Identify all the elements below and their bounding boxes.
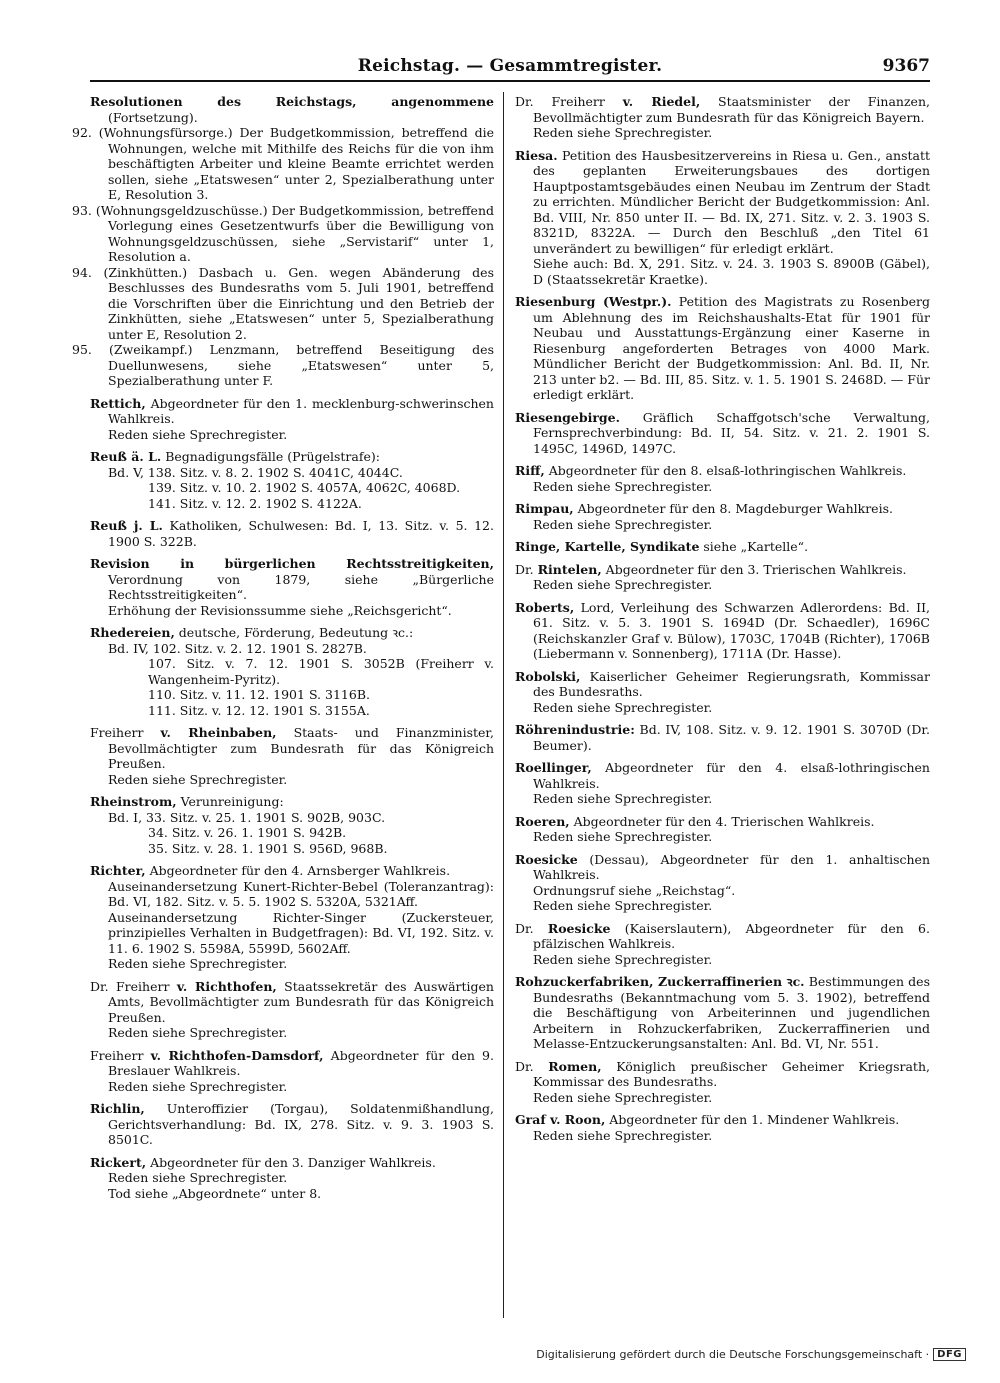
resolution-item bbox=[72, 125, 494, 203]
entry-prefix: Freiherr bbox=[90, 1047, 144, 1063]
column-divider bbox=[503, 92, 504, 1318]
entry-keyword: Riesa. bbox=[515, 147, 558, 163]
entry-prefix: Dr. bbox=[515, 561, 534, 577]
entry-line: Bd. IV, 102. Sitz. v. 2. 12. 1901 S. 2827B. bbox=[108, 640, 367, 656]
entry-line: Reden siehe Sprechregister. bbox=[533, 829, 713, 844]
header-rule bbox=[90, 80, 930, 82]
index-entry bbox=[515, 1112, 930, 1143]
entry-line: 107. Sitz. v. 7. 12. 1901 S. 3052B (Freiherr v. Wangenheim-Pyritz). bbox=[148, 656, 494, 687]
entry-heading-line bbox=[515, 974, 930, 1052]
entry-text: Unteroffizier (Torgau), Soldatenmißhandlung, Gerichtsverhandlung: Bd. IX, 278. Sitz. v. 9. 3. 1903 S. 8501C. bbox=[108, 1101, 494, 1147]
entry-line: 111. Sitz. v. 12. 12. 1901 S. 3155A. bbox=[148, 702, 370, 718]
entry-line: Reden siehe Sprechregister. bbox=[533, 125, 713, 140]
index-entry bbox=[515, 669, 930, 716]
index-entry bbox=[90, 794, 494, 856]
index-entry bbox=[515, 600, 930, 662]
entry-line: Auseinandersetzung Kunert-Richter-Bebel (Toleranzantrag): Bd. VI, 182. Sitz. v. 5. 5. 1902 S. 5320A, 5321Aff. bbox=[108, 878, 494, 909]
item-number: 95. bbox=[72, 342, 92, 357]
entry-keyword: Richter, bbox=[90, 863, 146, 878]
index-entry bbox=[90, 1101, 494, 1148]
entry-heading-line bbox=[90, 518, 494, 549]
entry-heading-line bbox=[515, 148, 930, 257]
entry-keyword: Roesicke bbox=[515, 851, 578, 867]
entry-text: Lord, Verleihung des Schwarzen Adlerordens: Bd. II, 61. Sitz. v. 5. 3. 1901 S. 1694D (Dr. Schaedler), 1696C (Reichskanzler Graf v. Bülow), 1703C, 1704B (Richter), 1706B (Liebermann v. Sonnenberg), 1711A (Dr. Hasse). bbox=[533, 599, 930, 661]
item-text: (Zweikampf.) Lenzmann, betreffend Beseitigung des Duellunwesens, siehe „Etatswesen“ unter 5, Spezialberathung unter F. bbox=[108, 342, 494, 388]
running-title: Reichstag. — Gesammtregister. bbox=[357, 56, 663, 76]
entry-keyword: Riesengebirge. bbox=[515, 409, 620, 425]
entry-keyword: v. Richthofen-Damsdorf, bbox=[150, 1047, 324, 1063]
entry-heading-line bbox=[90, 725, 494, 772]
entry-text: Königlich preußischer Geheimer Kriegsrath, Kommissar des Bundesraths. bbox=[533, 1058, 930, 1089]
entry-text: Abgeordneter für den 8. elsaß-lothringischen Wahlkreis. bbox=[548, 463, 907, 478]
entry-text: Abgeordneter für den 8. Magdeburger Wahlkreis. bbox=[577, 501, 893, 516]
entry-text: Petition des Magistrats zu Rosenberg um Ablehnung des im Reichshaushalts-Etat für 1901 für Neubau und Ausstattungs-Ergänzung einer Kaserne in Riesenburg angeforderten Betrages von 4000 Mark. Mündlicher Bericht der Budgetkommission: Anl. Bd. II, Nr. 213 unter b2. — Bd. III, 85. Sitz. v. 1. 5. 1901 S. 2468D. — Für erledigt erklärt. bbox=[533, 294, 930, 402]
item-text: (Wohnungsfürsorge.) Der Budgetkommission, betreffend die Wohnungen, welche mit Mithilfe des Reichs für die von ihm beschäftigten Arbeiter und kleine Beamte errichtet werden sollen, siehe „Etatswesen“ unter 2, Spezialberathung unter E, Resolution 3. bbox=[98, 125, 494, 202]
index-entry bbox=[515, 974, 930, 1052]
item-number: 92. bbox=[72, 125, 92, 140]
entry-text: Abgeordneter für den 3. Trierischen Wahlkreis. bbox=[605, 561, 907, 577]
entry-prefix: Dr. bbox=[515, 920, 534, 936]
index-entry bbox=[515, 852, 930, 914]
entry-heading-line bbox=[90, 396, 494, 427]
entry-line: Tod siehe „Abgeordnete“ unter 8. bbox=[108, 1185, 322, 1201]
resolution-item bbox=[72, 202, 494, 265]
footer-text: Digitalisierung gefördert durch die Deutsche Forschungsgemeinschaft · bbox=[536, 1348, 930, 1361]
entry-line: Reden siehe Sprechregister. bbox=[108, 771, 288, 787]
entry-line: Reden siehe Sprechregister. bbox=[108, 1025, 288, 1040]
entry-heading-line bbox=[515, 600, 930, 662]
index-entry bbox=[515, 463, 930, 494]
entry-keyword: Reuß j. L. bbox=[90, 518, 163, 533]
entry-keyword: v. Richthofen, bbox=[176, 978, 277, 994]
entry-heading-line bbox=[90, 1155, 494, 1171]
left-column bbox=[72, 94, 495, 1208]
entry-heading-line bbox=[515, 501, 930, 517]
entry-text: Abgeordneter für den 1. mecklenburg-schwerinschen Wahlkreis. bbox=[108, 395, 494, 426]
item-text: (Wohnungsgeldzuschüsse.) Der Budgetkommission, betreffend Vorlegung eines Gesetzentwurfs über die Bewilligung von Wohnungsgeldzuschüssen, siehe „Servistarif“ unter 1, Resolution a. bbox=[95, 202, 494, 264]
entry-keyword: v. Riedel, bbox=[622, 94, 701, 109]
index-entry bbox=[515, 539, 930, 555]
entry-line: Reden siehe Sprechregister. bbox=[533, 1089, 713, 1105]
index-entry bbox=[515, 94, 930, 141]
entry-text: Bestimmungen des Bundesraths (Bekanntmachung vom 5. 3. 1902), betreffend die Beschäftigung von Arbeiterinnen und jugendlichen Arbeitern in Rohzuckerfabriken, Zuckerraffinerien und Melasse-Entzuckerungsanstalten: Anl. Bd. VI, Nr. 551. bbox=[533, 974, 930, 1051]
entry-keyword: Riesenburg (Westpr.). bbox=[515, 294, 672, 309]
entry-keyword: Revision in bürgerlichen Rechtsstreitigkeiten, bbox=[90, 556, 494, 571]
entry-line: Reden siehe Sprechregister. bbox=[108, 956, 288, 971]
entry-heading-line bbox=[90, 1101, 494, 1148]
index-entry bbox=[72, 94, 494, 389]
entry-prefix: Freiherr bbox=[90, 725, 144, 740]
entry-line: Reden siehe Sprechregister. bbox=[533, 699, 713, 715]
index-entry bbox=[90, 1155, 494, 1202]
item-text: (Zinkhütten.) Dasbach u. Gen. wegen Abänderung des Beschlusses des Bundesraths vom 5. Juli 1901, betreffend die Vorschriften über die Einrichtung und den Betrieb der Zinkhütten, siehe „Etatswesen“ unter 5, Spezialberathung unter E, Resolution 2. bbox=[103, 264, 494, 342]
entry-keyword: Graf v. Roon, bbox=[515, 1112, 606, 1127]
entry-line: Bd. I, 33. Sitz. v. 25. 1. 1901 S. 902B, 903C. bbox=[108, 809, 386, 825]
entry-keyword: v. Rheinbaben, bbox=[160, 725, 277, 740]
entry-text: Staats- und Finanzminister, Bevollmächtigter zum Bundesrath für das Königreich Preußen. bbox=[108, 725, 495, 771]
entry-text: Staatsminister der Finanzen, Bevollmächtigter zum Bundesrath für das Königreich Bayern. bbox=[533, 94, 930, 125]
entry-keyword: Rhedereien, bbox=[90, 625, 175, 640]
index-entry bbox=[90, 449, 494, 511]
item-number: 94. bbox=[72, 264, 92, 280]
index-entry bbox=[515, 722, 930, 753]
entry-prefix: Dr. bbox=[515, 1058, 534, 1074]
entry-line: Reden siehe Sprechregister. bbox=[533, 951, 713, 967]
entry-keyword: Röhrenindustrie: bbox=[515, 722, 635, 737]
entry-line: Reden siehe Sprechregister. bbox=[108, 1170, 288, 1185]
entry-keyword: Riff, bbox=[515, 463, 545, 478]
entry-text: Gräflich Schaffgotsch'sche Verwaltung, Fernsprechverbindung: Bd. II, 54. Sitz. v. 21. 2. 1901 S. 1495C, 1496D, 1497C. bbox=[533, 409, 930, 456]
resolution-item bbox=[72, 342, 494, 389]
index-entry bbox=[515, 814, 930, 845]
entry-heading-line bbox=[515, 760, 930, 791]
entry-keyword: Rickert, bbox=[90, 1154, 147, 1170]
entry-heading-line bbox=[90, 863, 494, 879]
entry-heading-line bbox=[515, 921, 930, 952]
item-number: 93. bbox=[72, 202, 92, 218]
entry-line: 110. Sitz. v. 11. 12. 1901 S. 3116B. bbox=[148, 687, 370, 702]
entry-text: Staatssekretär des Auswärtigen Amts, Bevollmächtigter zum Bundesrath für das Königreich Preußen. bbox=[108, 978, 494, 1025]
entry-keyword: Roellinger, bbox=[515, 760, 592, 775]
entry-line: Ordnungsruf siehe „Reichstag“. bbox=[533, 882, 736, 898]
entry-text: Abgeordneter für den 9. Breslauer Wahlkreis. bbox=[108, 1047, 494, 1078]
entry-heading-line bbox=[90, 556, 494, 603]
entry-line: 35. Sitz. v. 28. 1. 1901 S. 956D, 968B. bbox=[148, 840, 388, 856]
entry-line: 34. Sitz. v. 26. 1. 1901 S. 942B. bbox=[148, 825, 347, 840]
right-column bbox=[515, 94, 930, 1150]
entry-text: (Dessau), Abgeordneter für den 1. anhaltischen Wahlkreis. bbox=[533, 851, 930, 882]
entry-keyword: Roesicke bbox=[547, 920, 611, 936]
entry-text: Abgeordneter für den 1. Mindener Wahlkreis. bbox=[609, 1112, 900, 1127]
entry-heading-line bbox=[515, 669, 930, 700]
index-entry bbox=[515, 1059, 930, 1106]
entry-keyword: Resolutionen des Reichstags, angenommene bbox=[90, 94, 494, 109]
entry-text: Abgeordneter für den 3. Danziger Wahlkreis. bbox=[150, 1154, 436, 1170]
entry-line: Reden siehe Sprechregister. bbox=[533, 898, 713, 913]
dfg-logo: DFG bbox=[933, 1348, 966, 1361]
entry-text: (Kaiserslautern), Abgeordneter für den 6. pfälzischen Wahlkreis. bbox=[533, 920, 930, 951]
entry-keyword: Romen, bbox=[548, 1058, 602, 1074]
entry-heading-line bbox=[90, 1048, 494, 1079]
entry-keyword: Roberts, bbox=[515, 599, 575, 615]
entry-keyword: Rimpau, bbox=[515, 501, 574, 516]
entry-keyword: Rohzuckerfabriken, Zuckerraffinerien ꝛc. bbox=[515, 974, 805, 989]
entry-heading-line bbox=[90, 979, 494, 1026]
entry-keyword: Rettich, bbox=[90, 395, 146, 411]
entry-heading-line bbox=[515, 852, 930, 883]
entry-heading-line bbox=[90, 625, 494, 641]
entry-text: siehe „Kartelle“. bbox=[703, 539, 809, 554]
entry-keyword: Reuß ä. L. bbox=[90, 449, 162, 464]
entry-keyword: Roeren, bbox=[515, 813, 570, 829]
entry-text: Verunreinigung: bbox=[180, 794, 284, 809]
index-entry bbox=[515, 562, 930, 593]
index-entry bbox=[515, 921, 930, 968]
entry-keyword: Ringe, Kartelle, Syndikate bbox=[515, 539, 700, 554]
entry-line: Reden siehe Sprechregister. bbox=[108, 1078, 288, 1094]
footer bbox=[536, 1348, 966, 1361]
entry-prefix: Dr. Freiherr bbox=[90, 978, 170, 994]
entry-heading-line bbox=[515, 410, 930, 457]
entry-text: Bd. IV, 108. Sitz. v. 9. 12. 1901 S. 3070D (Dr. Beumer). bbox=[533, 722, 930, 753]
index-entry bbox=[515, 410, 930, 457]
index-entry bbox=[515, 294, 930, 403]
entry-line: Bd. V, 138. Sitz. v. 8. 2. 1902 S. 4041C, 4044C. bbox=[108, 464, 403, 480]
entry-line: 139. Sitz. v. 10. 2. 1902 S. 4057A, 4062C, 4068D. bbox=[148, 480, 461, 495]
entry-heading-line bbox=[515, 722, 930, 753]
entry-text: Abgeordneter für den 4. Trierischen Wahlkreis. bbox=[573, 813, 875, 829]
entry-text: Abgeordneter für den 4. elsaß-lothringischen Wahlkreis. bbox=[533, 760, 930, 791]
entry-keyword: Robolski, bbox=[515, 668, 581, 684]
index-entry bbox=[90, 979, 494, 1041]
index-entry bbox=[90, 863, 494, 972]
page-header bbox=[90, 56, 930, 78]
entry-line: Reden siehe Sprechregister. bbox=[533, 478, 713, 494]
entry-text: Kaiserlicher Geheimer Regierungsrath, Kommissar des Bundesraths. bbox=[533, 668, 930, 699]
entry-heading-line bbox=[90, 94, 494, 125]
entry-heading-line bbox=[90, 449, 494, 465]
entry-line: Reden siehe Sprechregister. bbox=[533, 1127, 713, 1143]
index-entry bbox=[515, 501, 930, 532]
resolution-item bbox=[72, 264, 494, 343]
entry-line: Reden siehe Sprechregister. bbox=[533, 577, 713, 592]
entry-line: Reden siehe Sprechregister. bbox=[533, 791, 713, 806]
entry-heading-line bbox=[515, 94, 930, 125]
entry-line: Erhöhung der Revisionssumme siehe „Reichsgericht“. bbox=[108, 602, 452, 618]
entry-heading-line bbox=[515, 562, 930, 578]
entry-heading-line bbox=[515, 463, 930, 479]
entry-text: deutsche, Förderung, Bedeutung ꝛc.: bbox=[178, 625, 414, 640]
entry-prefix: Dr. Freiherr bbox=[515, 94, 605, 109]
entry-heading-line bbox=[515, 1059, 930, 1090]
entry-line: Reden siehe Sprechregister. bbox=[533, 516, 713, 532]
entry-line: Siehe auch: Bd. X, 291. Sitz. v. 24. 3. 1903 S. 8900B (Gäbel), D (Staatssekretär Kraetke). bbox=[533, 256, 930, 287]
entry-heading-rest: (Fortsetzung). bbox=[108, 109, 198, 125]
index-entry bbox=[90, 518, 494, 549]
entry-keyword: Rheinstrom, bbox=[90, 794, 177, 809]
entry-text: Katholiken, Schulwesen: Bd. I, 13. Sitz. v. 5. 12. 1900 S. 322B. bbox=[108, 518, 494, 549]
index-entry bbox=[90, 556, 494, 618]
entry-keyword: Rintelen, bbox=[537, 561, 602, 577]
entry-line: 141. Sitz. v. 12. 2. 1902 S. 4122A. bbox=[148, 495, 362, 511]
entry-heading-line bbox=[90, 794, 494, 810]
entry-text: Begnadigungsfälle (Prügelstrafe): bbox=[165, 449, 380, 464]
index-entry bbox=[90, 625, 494, 718]
index-entry bbox=[90, 1048, 494, 1095]
entry-text: Verordnung von 1879, siehe „Bürgerliche Rechtsstreitigkeiten“. bbox=[108, 571, 494, 602]
entry-text: Abgeordneter für den 4. Arnsberger Wahlkreis. bbox=[149, 863, 451, 878]
page-number: 9367 bbox=[882, 56, 930, 76]
entry-keyword: Richlin, bbox=[90, 1101, 145, 1116]
index-entry bbox=[90, 396, 494, 443]
entry-line: Reden siehe Sprechregister. bbox=[108, 426, 288, 442]
entry-heading-line bbox=[515, 539, 930, 555]
entry-text: Petition des Hausbesitzervereins in Riesa u. Gen., anstatt des geplanten Erweiterungsbaues des dortigen Hauptpostamtsgebäudes einen Neubau im Zentrum der Stadt zu errichten. Mündlicher Bericht der Budgetkommission: Anl. Bd. VIII, Nr. 850 unter II. — Bd. IX, 271. Sitz. v. 2. 3. 1903 S. 8321D, 8322A. — Durch den Beschluß „den Titel 61 unverändert zu bewilligen“ für erledigt erklärt. bbox=[533, 147, 931, 256]
entry-heading-line bbox=[515, 294, 930, 403]
entry-heading-line bbox=[515, 1112, 930, 1128]
index-entry bbox=[515, 148, 930, 288]
index-entry bbox=[515, 760, 930, 807]
entry-line: Auseinandersetzung Richter-Singer (Zuckersteuer, prinzipielles Verhalten in Budgetfragen): Bd. VI, 192. Sitz. v. 11. 6. 1902 S. 5598A, 5599D, 5602Aff. bbox=[108, 909, 494, 956]
index-entry bbox=[90, 725, 494, 787]
entry-heading-line bbox=[515, 814, 930, 830]
